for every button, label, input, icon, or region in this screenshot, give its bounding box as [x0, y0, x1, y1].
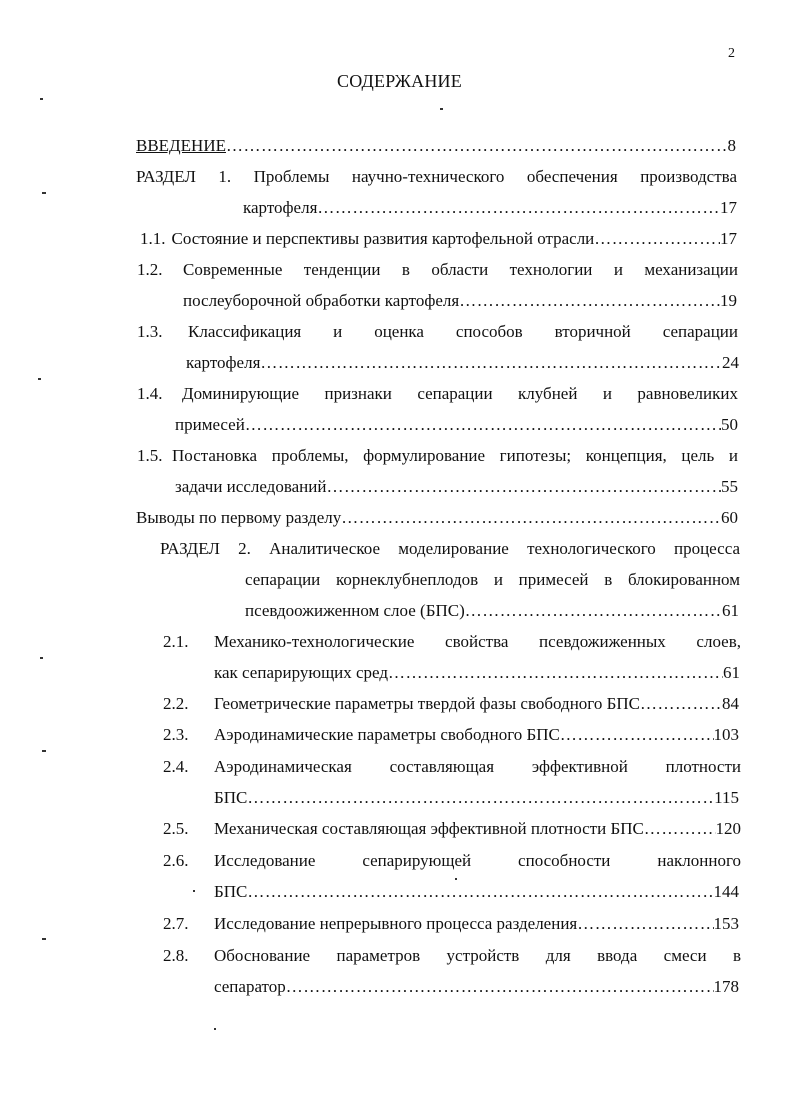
- toc-entry-label: Состояние и перспективы развития картофельной отрасли: [171, 229, 595, 248]
- toc-entry-label: как сепарирующих сред: [214, 663, 389, 682]
- toc-entry-label: Аэродинамические параметры свободного БПС: [214, 725, 560, 744]
- toc-page: 55: [721, 477, 738, 496]
- toc-entry-label: Геометрические параметры твердой фазы свободного БПС: [214, 694, 640, 713]
- toc-entry-1-4-line1[interactable]: Доминирующие признаки сепарации клубней и равновеликих: [182, 384, 738, 403]
- toc-entry-1-3-line2[interactable]: [186, 352, 739, 374]
- scan-speck: [193, 890, 195, 892]
- toc-entry-1-2-line2[interactable]: [183, 290, 737, 312]
- scan-speck: [440, 108, 443, 110]
- toc-entry-number: 2.4.: [163, 757, 189, 776]
- toc-entry-label: примесей: [175, 415, 245, 434]
- toc-entry-label: Выводы по первому разделу: [136, 508, 342, 527]
- toc-entry-number: 2.2.: [163, 694, 189, 713]
- toc-entry-2-8-line1[interactable]: Обоснование параметров устройств для ввода смеси в: [214, 946, 741, 965]
- toc-entry-2-4-line1[interactable]: Аэродинамическая составляющая эффективной плотности: [214, 757, 741, 776]
- toc-entry-2-8-line2[interactable]: [214, 976, 739, 998]
- toc-section2-line3[interactable]: [245, 600, 739, 622]
- scan-noise-strip: [10, 1080, 790, 1083]
- toc-leader: [388, 662, 723, 684]
- toc-section1-line2[interactable]: [243, 197, 737, 219]
- toc-entry-2-7[interactable]: [214, 913, 739, 935]
- toc-leader: [560, 724, 714, 746]
- toc-leader: [226, 135, 728, 157]
- toc-entry-label: сепаратор: [214, 977, 286, 996]
- toc-entry-label: Механическая составляющая эффективной плотности БПС: [214, 819, 644, 838]
- toc-leader: [459, 290, 720, 312]
- toc-entry-label: ВВЕДЕНИЕ: [136, 136, 226, 155]
- scan-speck: [42, 192, 46, 194]
- toc-entry-number: 2.8.: [163, 946, 189, 965]
- scan-speck: [40, 98, 43, 100]
- toc-entry-2-3[interactable]: [214, 724, 739, 746]
- toc-leader: [640, 693, 722, 715]
- toc-section2-line1[interactable]: РАЗДЕЛ 2. Аналитическое моделирование технологического процесса: [160, 539, 740, 558]
- toc-entry-2-2[interactable]: [214, 693, 739, 715]
- toc-page: 61: [722, 601, 739, 620]
- toc-leader: [247, 787, 714, 809]
- toc-page: 115: [714, 788, 739, 807]
- toc-entry-number: 2.3.: [163, 725, 189, 744]
- scan-speck: [214, 1028, 216, 1030]
- scan-speck: [42, 938, 46, 940]
- toc-entry-number: 1.1.: [140, 229, 166, 248]
- toc-entry-label: БПС: [214, 882, 248, 901]
- toc-page: 61: [723, 663, 740, 682]
- toc-page: 84: [722, 694, 739, 713]
- toc-page: 103: [713, 725, 739, 744]
- toc-entry-label: БПС: [214, 788, 248, 807]
- toc-entry-2-6-line1[interactable]: Исследование сепарирующей способности наклонного: [214, 851, 741, 870]
- toc-entry-label: послеуборочной обработки картофеля: [183, 291, 460, 310]
- toc-entry-1-1[interactable]: [140, 228, 737, 250]
- toc-leader: [245, 414, 721, 436]
- toc-entry-label: картофеля: [243, 198, 318, 217]
- toc-entry-1-5-line1[interactable]: Постановка проблемы, формулирование гипотезы; концепция, цель и: [172, 446, 738, 465]
- toc-leader: [326, 476, 721, 498]
- toc-entry-number: 1.2.: [137, 260, 163, 279]
- toc-entry-1-5-line2[interactable]: [175, 476, 738, 498]
- toc-page: 50: [721, 415, 738, 434]
- toc-leader: [465, 600, 722, 622]
- toc-entry-conclusions-1[interactable]: [136, 507, 738, 529]
- toc-entry-label: псевдоожиженном слое (БПС): [245, 601, 465, 620]
- toc-page: 8: [727, 136, 736, 155]
- toc-entry-1-4-line2[interactable]: [175, 414, 738, 436]
- toc-entry-number: 1.3.: [137, 322, 163, 341]
- toc-leader: [644, 818, 716, 840]
- toc-page: 24: [722, 353, 739, 372]
- toc-page: 17: [720, 229, 737, 248]
- toc-entry-number: 2.6.: [163, 851, 189, 870]
- scan-speck: [40, 657, 43, 659]
- toc-page: 153: [713, 914, 739, 933]
- toc-leader: [286, 976, 714, 998]
- toc-leader: [341, 507, 721, 529]
- toc-entry-2-1-line2[interactable]: [214, 662, 740, 684]
- toc-entry-1-2-line1[interactable]: Современные тенденции в области технологии и механизации: [183, 260, 738, 279]
- toc-entry-intro[interactable]: [136, 135, 736, 157]
- toc-leader: [317, 197, 720, 219]
- toc-entry-number: 1.5.: [137, 446, 163, 465]
- toc-section2-line2[interactable]: сепарации корнеклубнеплодов и примесей в блокированном: [245, 570, 740, 589]
- page-title: СОДЕРЖАНИЕ: [337, 71, 462, 91]
- toc-page: 19: [720, 291, 737, 310]
- toc-entry-label: Исследование непрерывного процесса разделения: [214, 914, 578, 933]
- toc-leader: [577, 913, 713, 935]
- scan-speck: [38, 378, 41, 380]
- toc-page: 120: [715, 819, 741, 838]
- toc-entry-2-4-line2[interactable]: [214, 787, 739, 809]
- toc-leader: [594, 228, 720, 250]
- toc-page: 17: [720, 198, 737, 217]
- page-number: 2: [728, 46, 735, 61]
- toc-leader: [247, 881, 713, 903]
- toc-entry-2-6-line2[interactable]: [214, 881, 739, 903]
- toc-entry-number: 1.4.: [137, 384, 163, 403]
- toc-page: 60: [721, 508, 738, 527]
- scan-speck: [42, 750, 46, 752]
- toc-entry-label: задачи исследований: [175, 477, 327, 496]
- toc-page: 178: [713, 977, 739, 996]
- toc-entry-number: 2.5.: [163, 819, 189, 838]
- toc-section1-line1[interactable]: РАЗДЕЛ 1. Проблемы научно-технического обеспечения производства: [136, 167, 737, 186]
- toc-entry-2-1-line1[interactable]: Механико-технологические свойства псевдожиженных слоев,: [214, 632, 741, 651]
- toc-leader: [260, 352, 722, 374]
- toc-entry-number: 2.7.: [163, 914, 189, 933]
- toc-page: 144: [713, 882, 739, 901]
- toc-entry-1-3-line1[interactable]: Классификация и оценка способов вторичной сепарации: [188, 322, 738, 341]
- toc-entry-number: 2.1.: [163, 632, 189, 651]
- toc-entry-2-5[interactable]: [214, 818, 741, 840]
- scan-speck: [455, 878, 457, 880]
- toc-entry-label: картофеля: [186, 353, 261, 372]
